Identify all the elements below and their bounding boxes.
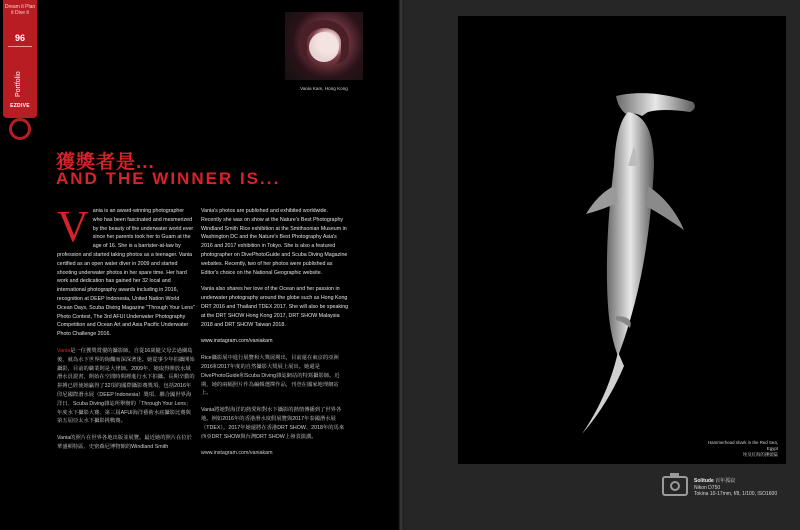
photo-credit [694, 478, 777, 498]
intro-zh-lead: Vania [57, 347, 71, 354]
credit-camera: Nikon D750 [694, 484, 721, 491]
section-tab [0, 0, 40, 530]
intro-paragraph-en [57, 202, 195, 339]
paragraph-zh-4: Vania將她對海洋的熱愛和對水下攝影的熱情傳播到了世界各地。例如2016年的香港潛水度假展覽與2017年泰國潛水展（TDEX）。2017年她還將在香港DRT SHOW、2018年的馬來西亞DRT SHOW與台灣DRT SHOW上發表演講。 [201, 407, 345, 440]
intro-text-zh: 是一位獲獎賞優的攝影師。自從16歲隨父母去過關島後，就為水下世界的絢爛而深深著迷。她從事少年拍攝開始攝影，目前的職業則是大律師。2009年，她取得開放水域潛水員證書，開始在空閒時間裡進行水下拍攝。長期辛勤的拼搏已經使她贏得了32項的國際攝影賽獎項，包括2016年印尼國際潛水展（DEEP Indonesia）獎項、聯合國世界海洋日、Scuba Diving雜誌所舉辦的「Through Your Lens」年度水下攝影大賽、第三屆AFUI海洋藝術水底攝影比賽與第五屆亞太水下攝影挑戰賽。 [57, 347, 195, 425]
tab-kicker: Dream it Plan it Dive it [4, 4, 36, 16]
keyring-icon [9, 118, 31, 140]
credit-title-zh: 百年孤寂 [715, 478, 736, 484]
photo-caption-zh: 埃及紅海的錘頭鯊 [742, 452, 778, 457]
article-column-1 [57, 202, 195, 460]
article-column-2 [201, 207, 349, 466]
intro-text-en: ania is an award-winning photographer who has been fascinated and mesmerized by the beauty of the underwater world ever since her parents took her to Guam at the age of 16. She is a barrister-at-law by profession and started taking photos as a teenager. Vania certified as an open water diver in 2009 and started shooting underwater photos in her spare time. Her hard work and dedication has gained her 32 local and international photography awards including in 2016, recognition at DEEP Indonesia, United Nation World Ocean Days, Scuba Diving Magazine "Through Your Lens" Photo Contest, The 3rd AFUI Underwater Photography Competition and Ocean Art and Asia Pacific Underwater Photo Challenge 2016. [57, 208, 195, 338]
portrait-caption: Vania Kam, Hong Kong [300, 86, 348, 91]
hammerhead-shark-image [458, 16, 786, 464]
photo-caption [698, 440, 778, 458]
photo-caption-en: Hammerhead shark in the Red Sea, Egypt [707, 440, 778, 451]
camera-lens [670, 481, 680, 491]
right-page [404, 0, 800, 530]
tab-divider [8, 46, 32, 47]
tab-background [3, 0, 37, 118]
author-portrait [285, 12, 363, 80]
paragraph-zh-3: Rice攝影展中進行展覽和大獎展期出，目前還在東京的亞洲2016和2017年度的自然攝影大獎展上展出。她還是DivePhotoGuide和Scuba Diving雜誌網站的特寫攝影師。近期，她的兩幅照片作為編輯選擇作品，刊登在國家地理網站上。 [201, 355, 340, 397]
brand-logo: EZDIVE [10, 103, 30, 109]
page-number: 96 [14, 33, 25, 43]
intro-paragraph-zh [57, 347, 195, 426]
paragraph-en-3: Vania also shares her love of the Ocean and her passion in underwater photography around the globe such as Hong Kong DRT 2016 and Thailand TDEX 2017. She will also be speaking at the DRT SHOW Hong Kong 2017, DRT SHOW Malaysia 2018 and DRT SHOW Taiwan 2018. [201, 286, 349, 328]
camera-icon [662, 476, 688, 496]
camera-top [670, 473, 679, 477]
hammerhead-photo [458, 16, 786, 464]
drop-cap: V [57, 202, 89, 251]
headline-english: AND THE WINNER IS... [56, 169, 281, 188]
portrait-face [309, 32, 339, 62]
paragraph-en-2: Vania's photos are published and exhibited worldwide. Recently she was on show at the Nature's Best Photography Windland Smith Rice exhibition at the Smithsonian Museum in Washington DC and the Nature's Best Photography Asia's 2016 and 2017 exhibition in Tokyo. She is also a featured photographer on DivePhotoGuide and Scuba Diving Magazine websites. Recently, two of her photos were published as Editor's choice on the National Geographic website. [201, 208, 348, 276]
instagram-link-zh[interactable]: www.instagram.com/vaniakam [201, 450, 273, 457]
paragraph-zh-2: Vania的照片在世界各地出版並展覽。最近她的照片在位於華盛頓特區、史密森尼博物館的Windland Smith [57, 435, 192, 450]
tab-section-label: Portfolio [15, 71, 22, 97]
headline-chinese: 獲獎者是... [56, 152, 155, 173]
credit-title: Solitude [694, 478, 714, 484]
credit-settings: Tokina 10-17mm, f/8, 1/100, ISO1600 [694, 491, 778, 497]
instagram-link-en[interactable]: www.instagram.com/vaniakam [201, 338, 273, 345]
